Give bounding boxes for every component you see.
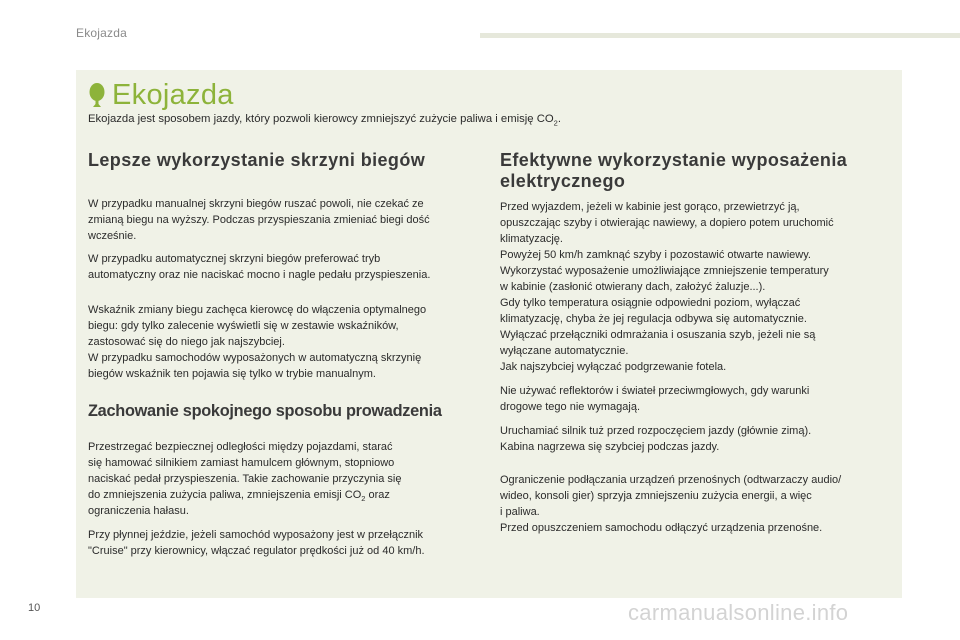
page-title: Ekojazda bbox=[112, 78, 234, 111]
header-rule bbox=[480, 33, 960, 38]
paragraph-gear-indicator: Wskaźnik zmiany biegu zachęca kierowcę do włączenia optymalnego biegu: gdy tylko zalecenie wyświetli się w zestawie wskaźników, zastosować się do niego jak najszybciej. W przypadku samochodów wyposażonych w automatyczną skrzynię biegów wskaźnik ten pojawia się tylko w trybie manualnym. bbox=[88, 304, 427, 380]
paragraph-headlights: Nie używać reflektorów i świateł przeciwmgłowych, gdy warunki drogowe tego nie wymagają. bbox=[500, 385, 810, 413]
heading-gearbox: Lepsze wykorzystanie skrzyni biegów bbox=[88, 150, 426, 170]
heading-electrical: Efektywne wykorzystanie wyposażenia elektrycznego bbox=[500, 150, 848, 191]
paragraph-engine-start: Uruchamiać silnik tuż przed rozpoczęciem jazdy (głównie zimą). Kabina nagrzewa się szybciej podczas jazdy. bbox=[500, 425, 812, 453]
paragraph-cruise: Przy płynnej jeździe, jeżeli samochód wyposażony jest w przełącznik "Cruise" przy kierownicy, włączać regulator prędkości już od 40 km/h. bbox=[88, 529, 425, 557]
paragraph-air-conditioning: Przed wyjazdem, jeżeli w kabinie jest gorąco, przewietrzyć ją, opuszczając szyby i otwierając nawiewy, a dopiero potem uruchomić klimatyzację. Powyżej 50 km/h zamknąć szyby i pozostawić otwarte nawiewy. Wykorzystać wyposażenie umożliwiające zmniejszenie temperatury w kabinie (zasłonić otwierany dach, założyć żaluzje...). Gdy tylko temperatura osiągnie odpowiedni poziom, wyłączać klimatyzację, chyba że jej regulacja odbywa się automatycznie. Wyłączać przełączniki odmrażania i osuszania szyb, jeżeli nie są wyłączane automatycznie. Jak najszybciej wyłączać podgrzewanie fotela. bbox=[500, 201, 834, 373]
heading-calm-driving: Zachowanie spokojnego sposobu prowadzenia bbox=[88, 401, 442, 420]
left-column bbox=[88, 150, 480, 559]
title-row bbox=[88, 78, 234, 112]
paragraph-safe-distance-end: oraz ograniczenia hałasu. bbox=[88, 489, 390, 517]
intro-text-main: Ekojazda jest sposobem jazdy, który pozwoli kierowcy zmniejszyć zużycie paliwa i emisję CO bbox=[88, 113, 554, 125]
watermark: carmanualsonline.info bbox=[628, 600, 849, 625]
intro-text-end: . bbox=[557, 113, 561, 125]
intro-text bbox=[88, 112, 888, 130]
tree-icon bbox=[88, 83, 106, 107]
paragraph-manual-gearbox: W przypadku manualnej skrzyni biegów ruszać powoli, nie czekać ze zmianą biegu na wyższy. Podczas przyspieszania zmieniać biegi dość wcześnie. bbox=[88, 198, 430, 242]
section-label: Ekojazda bbox=[76, 26, 127, 40]
right-column bbox=[500, 150, 892, 536]
paragraph-safe-distance bbox=[88, 439, 480, 519]
page-number: 10 bbox=[28, 602, 41, 614]
intro-subscript: 2 bbox=[553, 118, 558, 128]
paragraph-portable-devices: Ograniczenie podłączania urządzeń przenośnych (odtwarzaczy audio/ wideo, konsoli gier) sprzyja zmniejszeniu zużycia energii, a więc i paliwa. Przed opuszczeniem samochodu odłączyć urządzenia przenośne. bbox=[500, 474, 842, 534]
co2-subscript: 2 bbox=[361, 494, 366, 504]
paragraph-automatic-gearbox: W przypadku automatycznej skrzyni biegów preferować tryb automatyczny oraz nie naciskać mocno i nagle pedału przyspieszenia. bbox=[88, 253, 431, 281]
paragraph-safe-distance-main: Przestrzegać bezpiecznej odległości między pojazdami, starać się hamować silnikiem zamiast hamulcem głównym, stopniowo naciskać pedał przyspieszenia. Takie zachowanie przyczynia się do zmniejszenia zużycia paliwa, zmniejszenia emisji CO bbox=[88, 441, 402, 501]
